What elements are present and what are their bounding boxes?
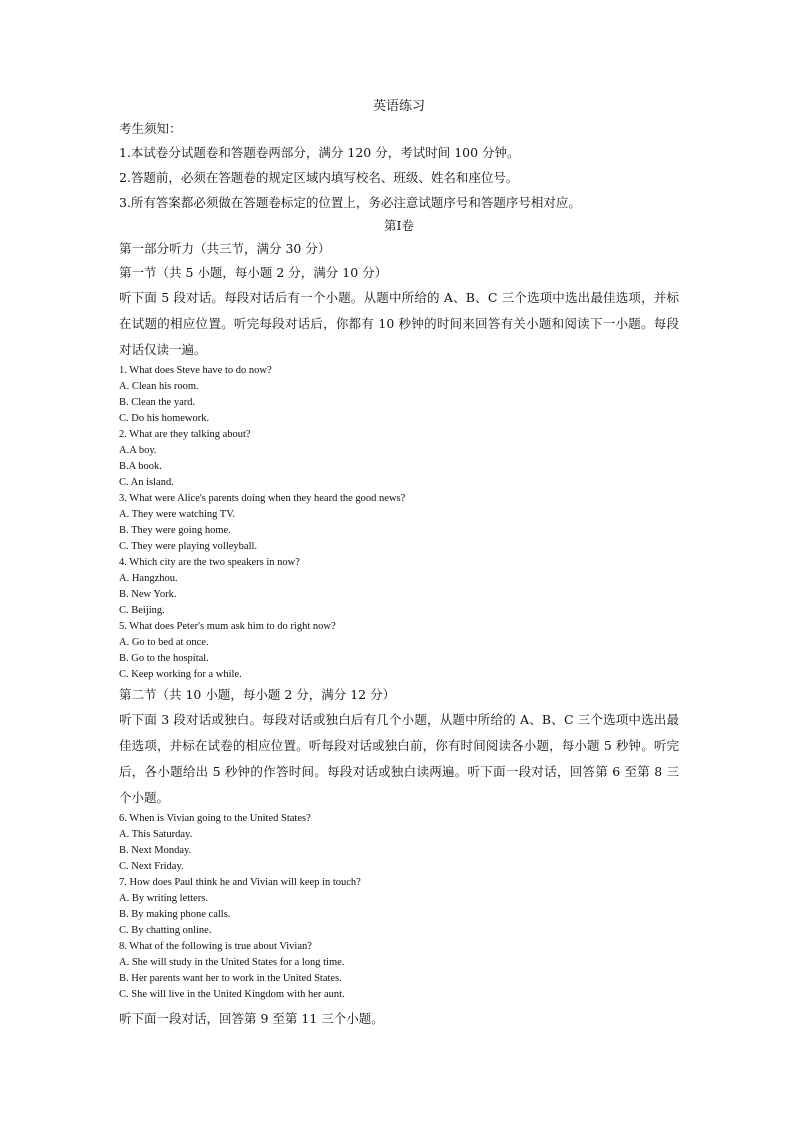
next-instruction: 听下面一段对话，回答第 9 至第 11 三个小题。 bbox=[119, 1011, 384, 1026]
section2-questions bbox=[119, 811, 679, 1003]
section1-instructions: 听下面 5 段对话。每段对话后有一个小题。从题中所给的 A、B、C 三个选项中选出最佳选项，并标在试题的相应位置。听完每段对话后，你都有 10 秒钟的时间来回答有关小题和阅读下一小题。每段对话仅读一遍。 bbox=[119, 290, 679, 357]
question-text: 5. What does Peter's mum ask him to do right now? bbox=[119, 621, 336, 632]
section1-questions bbox=[119, 363, 679, 683]
answer-option: C. An island. bbox=[119, 477, 174, 488]
answer-option: B. New York. bbox=[119, 589, 177, 600]
question-text: 3. What were Alice's parents doing when they heard the good news? bbox=[119, 493, 406, 504]
answer-option: A.A boy. bbox=[119, 445, 157, 456]
page-title: 英语练习 bbox=[372, 99, 425, 114]
answer-option: C. They were playing volleyball. bbox=[119, 541, 258, 552]
answer-option: A. Go to bed at once. bbox=[119, 637, 209, 648]
answer-option: A. They were watching TV. bbox=[119, 509, 236, 520]
answer-option: B. Next Monday. bbox=[119, 845, 192, 856]
notes-heading: 考生须知： bbox=[119, 121, 182, 136]
answer-option: C. By chatting online. bbox=[119, 925, 212, 936]
question-text: 6. When is Vivian going to the United States? bbox=[119, 813, 311, 824]
note-item: 3.所有答案都必须做在答题卷标定的位置上，务必注意试题序号和答题序号相对应。 bbox=[119, 195, 581, 210]
answer-option: C. Keep working for a while. bbox=[119, 669, 242, 680]
answer-option: C. Next Friday. bbox=[119, 861, 184, 872]
answer-option: A. She will study in the United States for a long time. bbox=[119, 957, 345, 968]
answer-option: B. They were going home. bbox=[119, 525, 231, 536]
answer-option: B. Her parents want her to work in the United States. bbox=[119, 973, 342, 984]
answer-option: A. This Saturday. bbox=[119, 829, 193, 840]
answer-option: A. Hangzhou. bbox=[119, 573, 178, 584]
question-text: 4. Which city are the two speakers in now? bbox=[119, 557, 300, 568]
section2-heading: 第二节（共 10 小题，每小题 2 分，满分 12 分） bbox=[119, 687, 396, 702]
section1-heading: 第一节（共 5 小题，每小题 2 分，满分 10 分） bbox=[119, 265, 388, 280]
answer-option: A. By writing letters. bbox=[119, 893, 208, 904]
note-item: 1.本试卷分试题卷和答题卷两部分，满分 120 分，考试时间 100 分钟。 bbox=[119, 145, 520, 160]
question-text: 2. What are they talking about? bbox=[119, 429, 251, 440]
answer-option: C. She will live in the United Kingdom with her aunt. bbox=[119, 989, 345, 1000]
answer-option: C. Do his homework. bbox=[119, 413, 210, 424]
answer-option: B.A book. bbox=[119, 461, 162, 472]
question-text: 1. What does Steve have to do now? bbox=[119, 365, 272, 376]
question-text: 7. How does Paul think he and Vivian will keep in touch? bbox=[119, 877, 361, 888]
volume-heading: 第Ⅰ卷 bbox=[384, 218, 414, 233]
exam-page bbox=[119, 96, 679, 1031]
section2-instructions: 听下面 3 段对话或独白。每段对话或独白后有几个小题，从题中所给的 A、B、C 三个选项中选出最佳选项，并标在试卷的相应位置。听每段对话或独白前，你有时间阅读各小题，每小题 5 秒钟。听完后，各小题给出 5 秒钟的作答时间。每段对话或独白读两遍。听下面一段对话，回答第 6 至第 8 三个小题。 bbox=[119, 712, 679, 805]
note-item: 2.答题前，必须在答题卷的规定区域内填写校名、班级、姓名和座位号。 bbox=[119, 170, 519, 185]
question-text: 8. What of the following is true about Vivian? bbox=[119, 941, 312, 952]
answer-option: B. Clean the yard. bbox=[119, 397, 196, 408]
part-heading: 第一部分听力（共三节，满分 30 分） bbox=[119, 241, 331, 256]
answer-option: B. Go to the hospital. bbox=[119, 653, 209, 664]
answer-option: A. Clean his room. bbox=[119, 381, 199, 392]
answer-option: B. By making phone calls. bbox=[119, 909, 231, 920]
answer-option: C. Beijing. bbox=[119, 605, 165, 616]
